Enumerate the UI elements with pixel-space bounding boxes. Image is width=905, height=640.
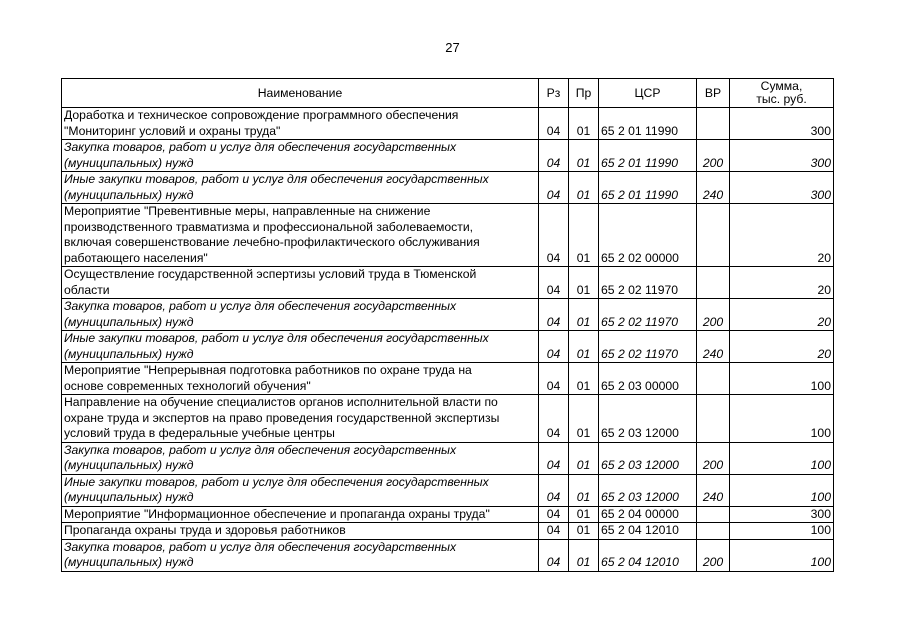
row-sum-cell: 100 xyxy=(730,442,834,474)
row-csr-cell: 65 2 02 11970 xyxy=(599,267,697,299)
row-pr-cell: 01 xyxy=(569,474,599,506)
row-pr-cell: 01 xyxy=(569,523,599,540)
table-row xyxy=(62,442,834,474)
row-csr-cell: 65 2 01 11990 xyxy=(599,172,697,204)
row-rz-cell: 04 xyxy=(539,140,569,172)
table-row xyxy=(62,108,834,140)
table-row xyxy=(62,395,834,443)
row-sum-cell: 100 xyxy=(730,539,834,571)
row-csr-cell: 65 2 02 11970 xyxy=(599,299,697,331)
row-name-cell: Мероприятие "Превентивные меры, направленные на снижение производственного травматизма и профессиональной заболеваемости, включая совершенствование лечебно-профилактического обслуживания работающего населения" xyxy=(62,204,539,267)
row-pr-cell: 01 xyxy=(569,363,599,395)
row-name-cell: Закупка товаров, работ и услуг для обеспечения государственных (муниципальных) нужд xyxy=(62,140,539,172)
row-csr-cell: 65 2 04 00000 xyxy=(599,506,697,523)
table-row xyxy=(62,204,834,267)
row-pr-cell: 01 xyxy=(569,267,599,299)
row-pr-cell: 01 xyxy=(569,442,599,474)
row-name-cell: Пропаганда охраны труда и здоровья работников xyxy=(62,523,539,540)
row-rz-cell: 04 xyxy=(539,108,569,140)
row-csr-cell: 65 2 01 11990 xyxy=(599,108,697,140)
row-name-cell: Мероприятие "Непрерывная подготовка работников по охране труда на основе современных технологий обучения" xyxy=(62,363,539,395)
row-name-cell: Иные закупки товаров, работ и услуг для обеспечения государственных (муниципальных) нужд xyxy=(62,474,539,506)
row-pr-cell: 01 xyxy=(569,331,599,363)
row-pr-cell: 01 xyxy=(569,395,599,443)
row-vr-cell xyxy=(697,523,730,540)
header-name: Наименование xyxy=(62,79,539,108)
row-csr-cell: 65 2 04 12010 xyxy=(599,539,697,571)
row-pr-cell: 01 xyxy=(569,172,599,204)
row-rz-cell: 04 xyxy=(539,172,569,204)
row-rz-cell: 04 xyxy=(539,267,569,299)
page-number: 27 xyxy=(445,40,460,55)
table-row xyxy=(62,172,834,204)
row-sum-cell: 100 xyxy=(730,523,834,540)
row-sum-cell: 100 xyxy=(730,395,834,443)
table-row xyxy=(62,363,834,395)
row-csr-cell: 65 2 04 12010 xyxy=(599,523,697,540)
row-pr-cell: 01 xyxy=(569,539,599,571)
row-name-cell: Иные закупки товаров, работ и услуг для обеспечения государственных (муниципальных) нужд xyxy=(62,172,539,204)
row-vr-cell: 200 xyxy=(697,299,730,331)
row-vr-cell xyxy=(697,363,730,395)
row-sum-cell: 20 xyxy=(730,331,834,363)
header-rz: Рз xyxy=(539,79,569,108)
table-row xyxy=(62,140,834,172)
table-body xyxy=(62,108,834,572)
table-row xyxy=(62,506,834,523)
table-row xyxy=(62,523,834,540)
row-sum-cell: 300 xyxy=(730,172,834,204)
row-vr-cell: 240 xyxy=(697,331,730,363)
row-vr-cell: 240 xyxy=(697,474,730,506)
header-sum: Сумма, тыс. руб. xyxy=(730,79,834,108)
table-row xyxy=(62,474,834,506)
row-pr-cell: 01 xyxy=(569,506,599,523)
table-row xyxy=(62,299,834,331)
row-pr-cell: 01 xyxy=(569,299,599,331)
row-rz-cell: 04 xyxy=(539,523,569,540)
row-name-cell: Мероприятие "Информационное обеспечение и пропаганда охраны труда" xyxy=(62,506,539,523)
row-vr-cell xyxy=(697,267,730,299)
row-csr-cell: 65 2 02 11970 xyxy=(599,331,697,363)
table-header-row xyxy=(62,79,834,108)
row-name-cell: Иные закупки товаров, работ и услуг для обеспечения государственных (муниципальных) нужд xyxy=(62,331,539,363)
header-csr: ЦСР xyxy=(599,79,697,108)
header-vr: ВР xyxy=(697,79,730,108)
row-rz-cell: 04 xyxy=(539,395,569,443)
row-vr-cell xyxy=(697,204,730,267)
row-rz-cell: 04 xyxy=(539,363,569,395)
row-csr-cell: 65 2 01 11990 xyxy=(599,140,697,172)
row-rz-cell: 04 xyxy=(539,474,569,506)
row-rz-cell: 04 xyxy=(539,506,569,523)
row-sum-cell: 300 xyxy=(730,108,834,140)
row-sum-cell: 20 xyxy=(730,204,834,267)
row-csr-cell: 65 2 03 00000 xyxy=(599,363,697,395)
row-name-cell: Закупка товаров, работ и услуг для обеспечения государственных (муниципальных) нужд xyxy=(62,539,539,571)
row-csr-cell: 65 2 03 12000 xyxy=(599,395,697,443)
row-csr-cell: 65 2 03 12000 xyxy=(599,442,697,474)
row-vr-cell xyxy=(697,108,730,140)
row-name-cell: Осуществление государственной эспертизы условий труда в Тюменской области xyxy=(62,267,539,299)
row-vr-cell xyxy=(697,395,730,443)
row-name-cell: Доработка и техническое сопровождение программного обеспечения "Мониторинг условий и охраны труда" xyxy=(62,108,539,140)
row-vr-cell: 200 xyxy=(697,140,730,172)
row-sum-cell: 100 xyxy=(730,474,834,506)
row-csr-cell: 65 2 02 00000 xyxy=(599,204,697,267)
table-row xyxy=(62,331,834,363)
row-pr-cell: 01 xyxy=(569,108,599,140)
row-rz-cell: 04 xyxy=(539,204,569,267)
header-pr: Пр xyxy=(569,79,599,108)
row-name-cell: Закупка товаров, работ и услуг для обеспечения государственных (муниципальных) нужд xyxy=(62,299,539,331)
row-name-cell: Направление на обучение специалистов органов исполнительной власти по охране труда и экспертов на право проведения государственной экспертизы условий труда в федеральные учебные центры xyxy=(62,395,539,443)
row-sum-cell: 20 xyxy=(730,267,834,299)
budget-table xyxy=(61,78,834,572)
row-sum-cell: 20 xyxy=(730,299,834,331)
row-vr-cell xyxy=(697,506,730,523)
table-row xyxy=(62,539,834,571)
row-vr-cell: 240 xyxy=(697,172,730,204)
row-sum-cell: 100 xyxy=(730,363,834,395)
row-pr-cell: 01 xyxy=(569,140,599,172)
row-rz-cell: 04 xyxy=(539,442,569,474)
row-rz-cell: 04 xyxy=(539,539,569,571)
row-vr-cell: 200 xyxy=(697,539,730,571)
row-sum-cell: 300 xyxy=(730,140,834,172)
row-rz-cell: 04 xyxy=(539,299,569,331)
row-csr-cell: 65 2 03 12000 xyxy=(599,474,697,506)
row-name-cell: Закупка товаров, работ и услуг для обеспечения государственных (муниципальных) нужд xyxy=(62,442,539,474)
row-pr-cell: 01 xyxy=(569,204,599,267)
row-sum-cell: 300 xyxy=(730,506,834,523)
table-row xyxy=(62,267,834,299)
row-vr-cell: 200 xyxy=(697,442,730,474)
row-rz-cell: 04 xyxy=(539,331,569,363)
